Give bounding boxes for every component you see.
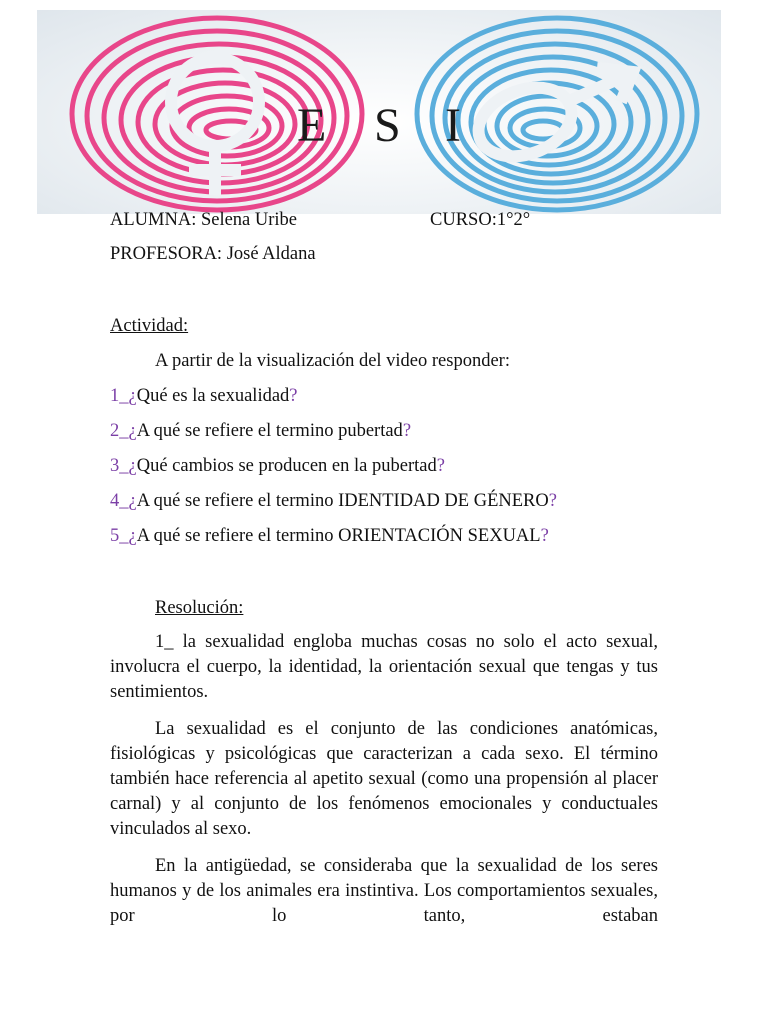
- alumna-label: ALUMNA: Selena Uribe: [110, 210, 298, 230]
- resolucion-heading: Resolución:: [155, 598, 244, 618]
- question-text: A qué se refiere el termino ORIENTACIÓN SEXUAL: [136, 526, 541, 546]
- curso-label: CURSO:1°2°: [430, 210, 531, 230]
- resolucion-paragraph-2: La sexualidad es el conjunto de las condiciones anatómicas, fisiológicas y psicológicas que caracterizan a cada sexo. El término también hace referencia al apetito sexual (como una propensión al placer carnal) y al conjunto de los fenómenos emocionales y conductuales vinculados al sexo.: [110, 719, 658, 839]
- question-text: Qué es la sexualidad: [136, 386, 290, 406]
- question-number: 5_¿: [110, 526, 137, 546]
- question-number: 4_¿: [110, 491, 137, 511]
- question-text: Qué cambios se producen en la pubertad: [136, 456, 437, 476]
- question-2: [110, 418, 411, 444]
- question-4: [110, 488, 557, 514]
- resolucion-paragraph-3: En la antigüedad, se consideraba que la sexualidad de los seres humanos y de los animales era instintiva. Los comportamientos sexuales, por lo tanto, estaban: [110, 856, 658, 926]
- question-end: ?: [548, 491, 557, 511]
- profesora-label: PROFESORA: José Aldana: [110, 244, 316, 264]
- title-letter-e: E: [297, 99, 327, 152]
- question-number: 1_¿: [110, 386, 137, 406]
- actividad-heading: Actividad:: [110, 316, 189, 336]
- question-5: [110, 523, 549, 549]
- question-text: A qué se refiere el termino pubertad: [136, 421, 403, 441]
- question-end: ?: [402, 421, 412, 441]
- question-end: ?: [436, 456, 445, 476]
- question-number: 3_¿: [110, 456, 137, 476]
- esi-title: [37, 10, 721, 214]
- question-3: [110, 453, 445, 479]
- question-number: 2_¿: [110, 421, 137, 441]
- esi-banner: [37, 10, 721, 214]
- actividad-intro: A partir de la visualización del video responder:: [155, 351, 510, 371]
- question-text: A qué se refiere el termino IDENTIDAD DE GÉNERO: [136, 491, 549, 511]
- title-letter-i: I: [445, 99, 461, 152]
- resolucion-paragraph-1: 1_ la sexualidad engloba muchas cosas no solo el acto sexual, involucra el cuerpo, la identidad, la orientación sexual que tengas y tus sentimientos.: [110, 632, 658, 702]
- question-1: [110, 383, 298, 409]
- title-letter-s: S: [374, 99, 401, 152]
- question-end: ?: [289, 386, 298, 406]
- question-end: ?: [540, 526, 549, 546]
